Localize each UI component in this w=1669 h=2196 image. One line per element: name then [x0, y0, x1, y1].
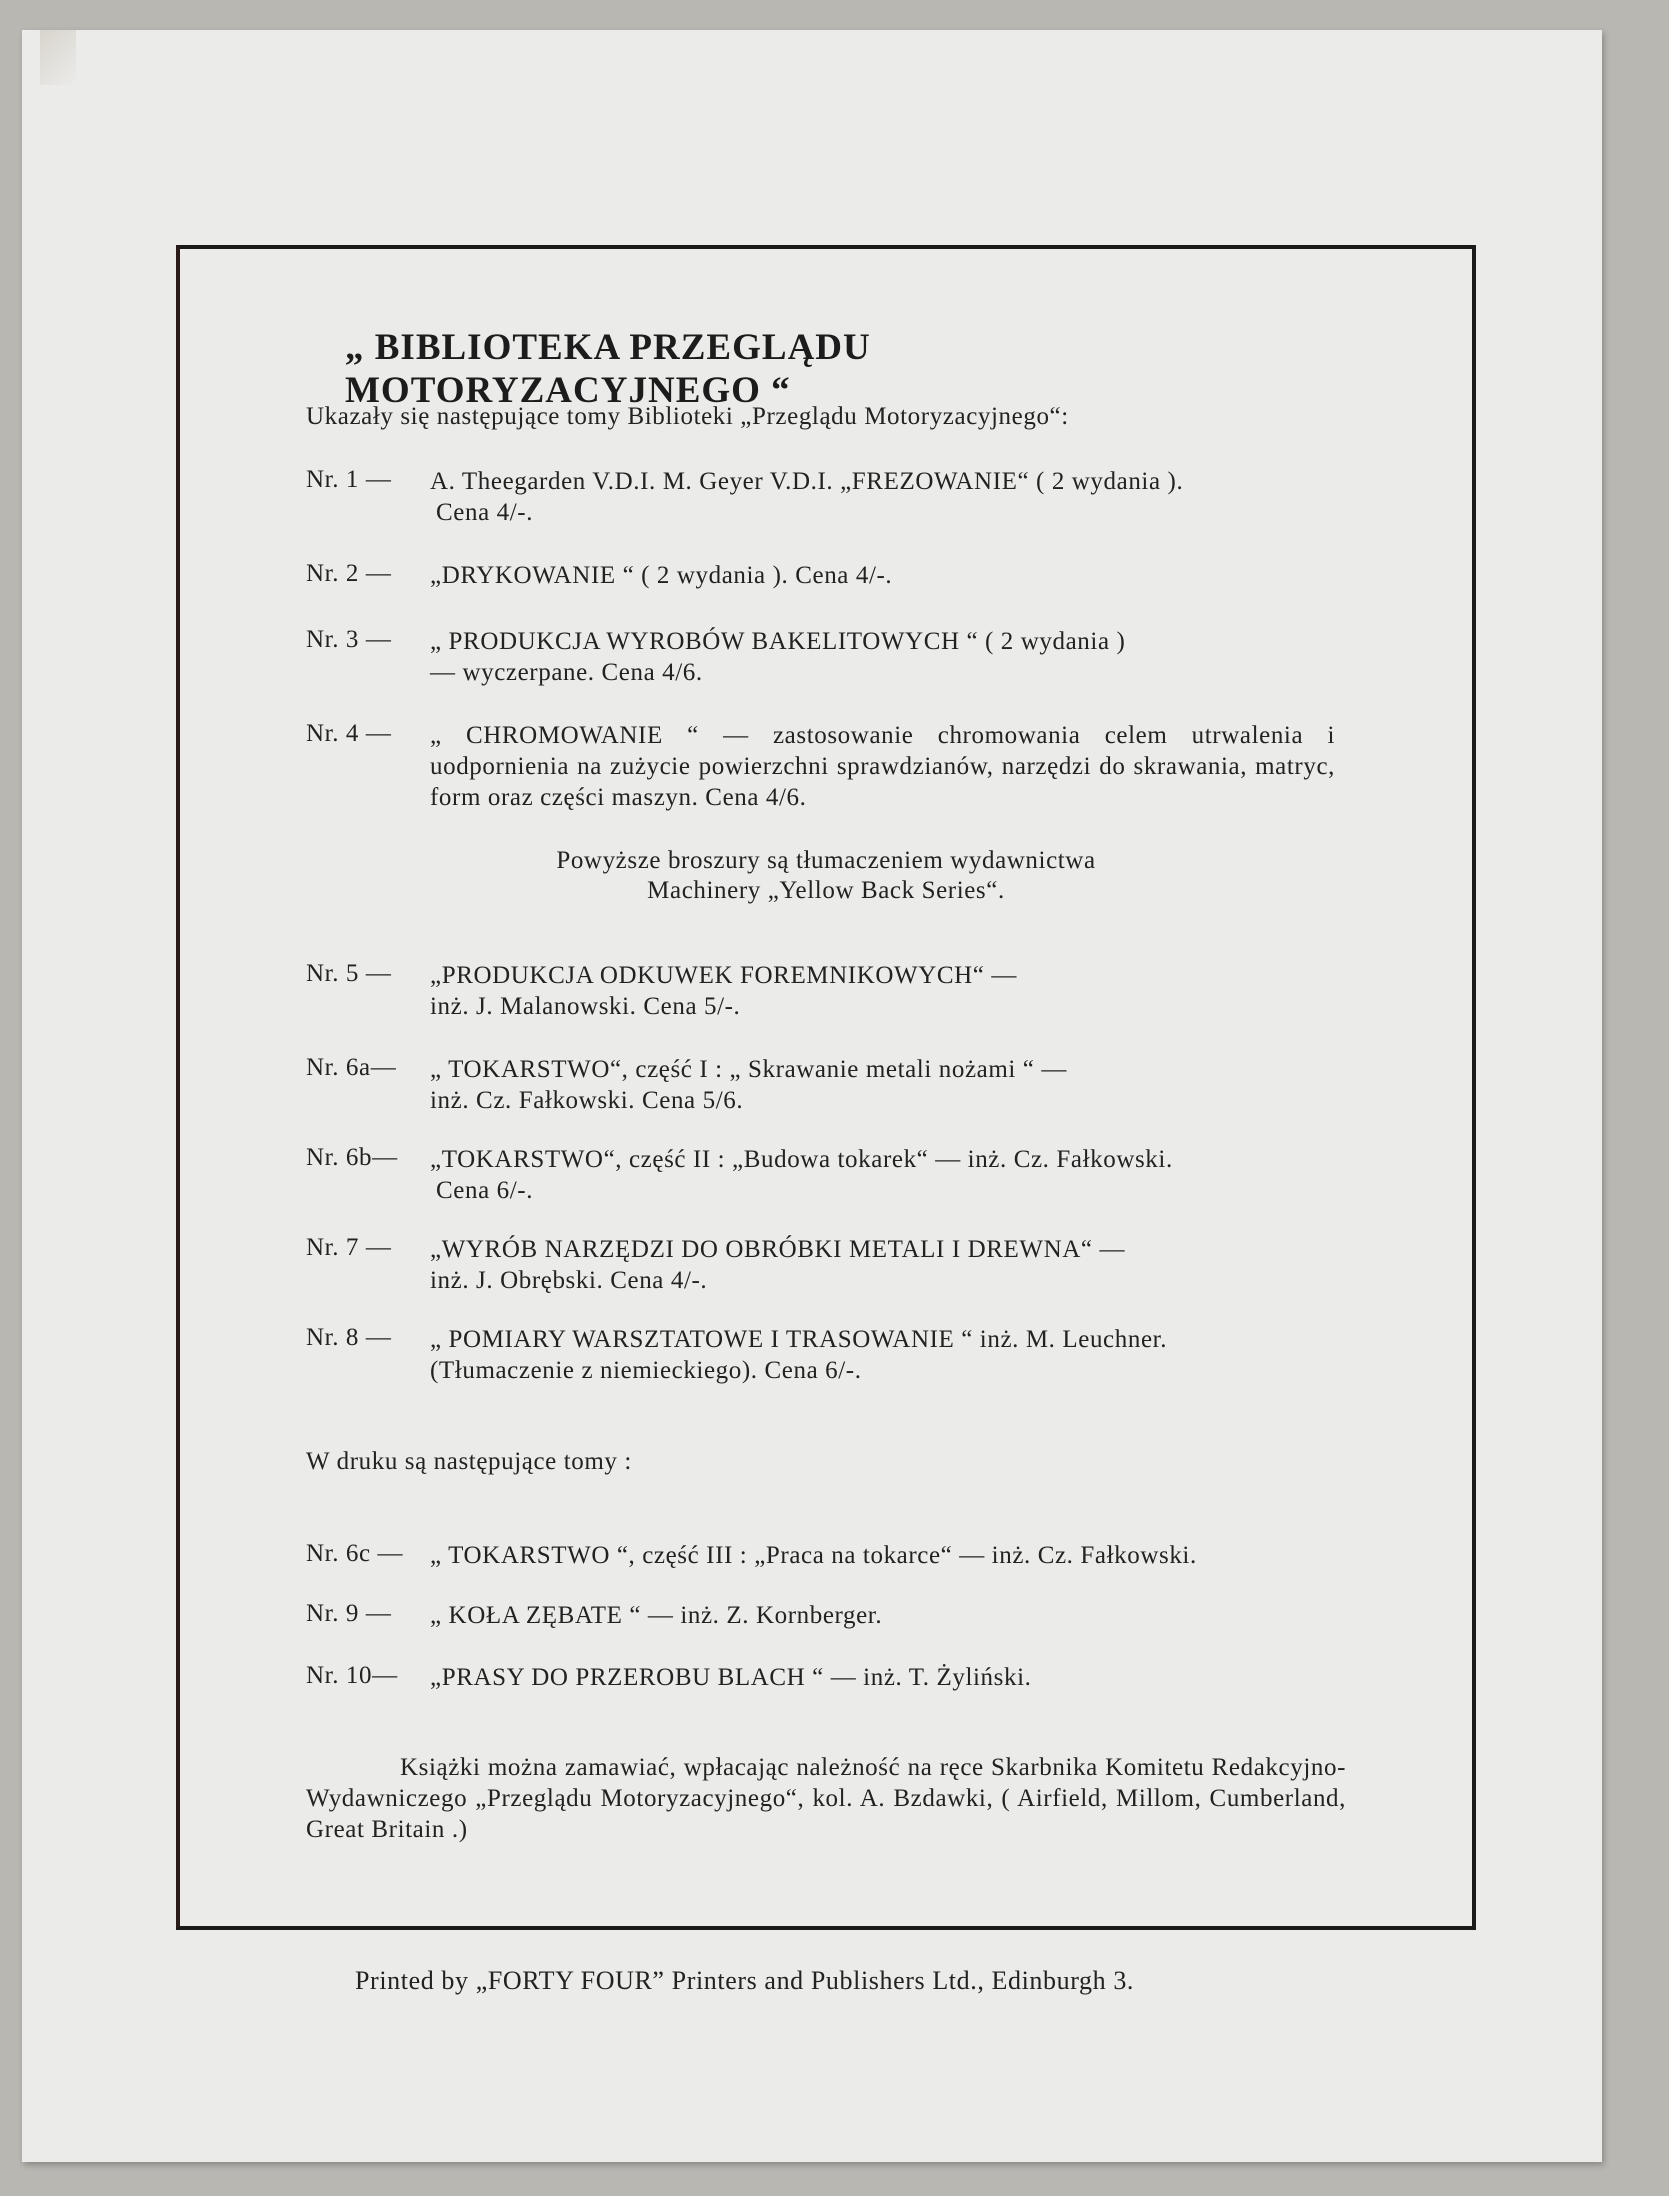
- entry-title: „DRYKOWANIE “ ( 2 wydania ). Cena 4/-.: [430, 562, 893, 589]
- entry-number: Nr. 3 —: [306, 626, 392, 653]
- entry-title: „TOKARSTWO“, część II : „Budowa tokarek“ — inż. Cz. Fałkowski.: [430, 1146, 1173, 1173]
- printer-imprint: Printed by „FORTY FOUR” Printers and Publishers Ltd., Edinburgh 3.: [355, 1966, 1135, 1995]
- entry-author: inż. Cz. Fałkowski. Cena 5/6.: [430, 1087, 744, 1114]
- entry-number: Nr. 1 —: [306, 466, 392, 493]
- in-print-heading: W druku są następujące tomy :: [306, 1448, 632, 1475]
- entry-number: Nr. 6c —: [306, 1540, 404, 1567]
- order-info: Książki można zamawiać, wpłacając należność na ręce Skarbnika Komitetu Redakcyjno-Wydawniczego „Przeglądu Motoryzacyjnego“, kol. A. Bzdawki, ( Airfield, Millom, Cumberland, Great Britain .): [306, 1754, 1346, 1843]
- entry-title: „ TOKARSTWO“, część I : „ Skrawanie metali nożami “ —: [430, 1056, 1067, 1083]
- entry-translation: (Tłumaczenie z niemieckiego). Cena 6/-.: [430, 1357, 862, 1384]
- entry-title: „WYRÓB NARZĘDZI DO OBRÓBKI METALI I DREWNA“ —: [430, 1236, 1126, 1263]
- entry-number: Nr. 10—: [306, 1662, 398, 1689]
- intro-text: Ukazały się następujące tomy Biblioteki „Przeglądu Motoryzacyjnego“:: [306, 403, 1069, 430]
- entry-number: Nr. 4 —: [306, 720, 392, 747]
- entry-price: — wyczerpane. Cena 4/6.: [430, 659, 703, 686]
- entry-price: Cena 4/-.: [436, 499, 534, 526]
- entry-title: „ TOKARSTWO “, część III : „Praca na tokarce“ — inż. Cz. Fałkowski.: [430, 1542, 1197, 1569]
- entry-number: Nr. 6b—: [306, 1144, 398, 1171]
- entry-price: Cena 6/-.: [436, 1177, 534, 1204]
- page-title: „ BIBLIOTEKA PRZEGLĄDU MOTORYZACYJNEGO “: [345, 327, 871, 411]
- note-line: Powyższe broszury są tłumaczeniem wydawnictwa: [556, 847, 1096, 874]
- entry-number: Nr. 7 —: [306, 1234, 392, 1261]
- entry-title: „ CHROMOWANIE “ — zastosowanie chromowania celem utrwalenia i uodpornienia na zużycie powierzchni sprawdzianów, narzędzi do skrawania, matryc, form oraz części maszyn. Cena 4/6.: [430, 722, 1335, 811]
- entry-author: inż. J. Obrębski. Cena 4/-.: [430, 1267, 708, 1294]
- entry-title: „ POMIARY WARSZTATOWE I TRASOWANIE “ inż. M. Leuchner.: [430, 1326, 1168, 1353]
- entry-number: Nr. 2 —: [306, 560, 392, 587]
- entry-number: Nr. 6a—: [306, 1054, 397, 1081]
- entry-number: Nr. 5 —: [306, 960, 392, 987]
- entry-number: Nr. 8 —: [306, 1324, 392, 1351]
- entry-title: A. Theegarden V.D.I. M. Geyer V.D.I. „FREZOWANIE“ ( 2 wydania ).: [430, 468, 1184, 495]
- entry-author: inż. J. Malanowski. Cena 5/-.: [430, 993, 741, 1020]
- entry-title: „ PRODUKCJA WYROBÓW BAKELITOWYCH “ ( 2 wydania ): [430, 628, 1126, 655]
- page-crease: [40, 30, 76, 85]
- entry-title: „ KOŁA ZĘBATE “ — inż. Z. Kornberger.: [430, 1602, 883, 1629]
- entry-number: Nr. 9 —: [306, 1600, 392, 1627]
- entry-title: „PRODUKCJA ODKUWEK FOREMNIKOWYCH“ —: [430, 962, 1017, 989]
- note-line: Machinery „Yellow Back Series“.: [647, 877, 1005, 904]
- entry-title: „PRASY DO PRZEROBU BLACH “ — inż. T. Żyliński.: [430, 1664, 1032, 1691]
